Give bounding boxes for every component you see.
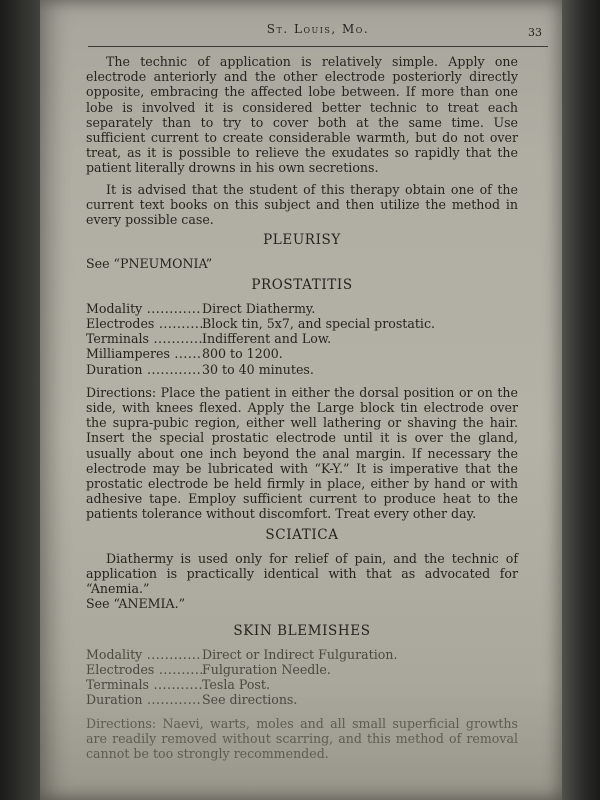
parameter-row [86, 316, 518, 331]
parameter-value: Direct or Indirect Fulguration. [202, 646, 398, 662]
parameter-row [86, 647, 518, 662]
parameter-value: See directions. [202, 692, 298, 708]
parameter-value: Fulguration Needle. [202, 662, 331, 678]
parameter-key: Duration ..... [86, 362, 202, 377]
parameter-value: 800 to 1200. [202, 346, 283, 362]
parameter-row [86, 331, 518, 346]
parameter-value: Direct Diathermy. [202, 300, 316, 316]
pleurisy-see-reference: See “PNEUMONIA” [86, 256, 213, 272]
running-head: St. Louis, Mo. [266, 22, 370, 36]
sciatica-see-reference: See “ANEMIA.” [86, 596, 186, 612]
page-header [88, 16, 548, 47]
parameter-key: Terminals ..... [86, 677, 202, 692]
sciatica-heading: SCIATICA [265, 526, 339, 543]
parameter-value: Indifferent and Low. [202, 331, 332, 347]
parameter-row [86, 301, 518, 316]
page-number: 33 [528, 26, 542, 39]
parameter-row [86, 362, 518, 377]
desk-right-edge [560, 0, 600, 800]
book-page [40, 0, 562, 800]
skin-blemishes-heading: SKIN BLEMISHES [233, 622, 371, 639]
intro-paragraph-1: The technic of application is relatively simple. Apply one electrode anteriorly and the other electrode posteriorly directly opposite, embracing the affected lobe between. If more than one lobe is involved it is considered better technic to treat each separately than to try to cover both at the same time. Use sufficient current to create considerable warmth, but do not over treat, as it is possible to relieve the exudates so rapidly that the patient literally drowns in his own secretions. [86, 54, 518, 176]
prostatitis-directions: Directions: Place the patient in either the dorsal position or on the side, with knees flexed. Apply the Large block tin electrode over the supra-pubic region, either well lathering or shaving the hair. Insert the special prostatic electrode until it is over the gland, usually about one inch beyond the anal margin. If necessary the electrode may be lubricated with “K-Y.” It is imperative that the prostatic electrode be held firmly in place, either by hand or with adhesive tape. Employ sufficient current to produce heat to the patients tolerance without discomfort. Treat every other day. [86, 384, 518, 522]
parameter-key: Modality ..... [86, 301, 202, 316]
parameter-key: Milliamperes ..... [86, 346, 202, 361]
pleurisy-heading: PLEURISY [263, 232, 341, 249]
prostatitis-heading: PROSTATITIS [251, 276, 353, 293]
parameter-row [86, 662, 518, 677]
parameter-key: Terminals ..... [86, 331, 202, 346]
parameter-key: Electrodes ..... [86, 316, 202, 331]
parameter-row [86, 692, 518, 707]
parameter-row [86, 677, 518, 692]
page-body [86, 54, 518, 767]
parameter-value: 30 to 40 minutes. [202, 361, 314, 377]
parameter-value: Block tin, 5x7, and special prostatic. [202, 316, 436, 332]
parameter-key: Electrodes ..... [86, 662, 202, 677]
prostatitis-parameters [86, 301, 518, 377]
skin-blemishes-parameters [86, 647, 518, 708]
skin-blemishes-directions: Directions: Naevi, warts, moles and all small superficial growths are readily removed without scarring, and this method of removal cannot be too strongly recommended. [86, 715, 518, 761]
parameter-value: Tesla Post. [202, 677, 270, 693]
intro-paragraph-2: It is advised that the student of this therapy obtain one of the current text books on this subject and then utilize the method in every possible case. [86, 181, 518, 228]
parameter-key: Duration ..... [86, 692, 202, 707]
sciatica-text: Diathermy is used only for relief of pain, and the technic of application is practically identical with that as advocated for “Anemia.” [86, 550, 518, 597]
parameter-row [86, 346, 518, 361]
parameter-key: Modality ..... [86, 647, 202, 662]
